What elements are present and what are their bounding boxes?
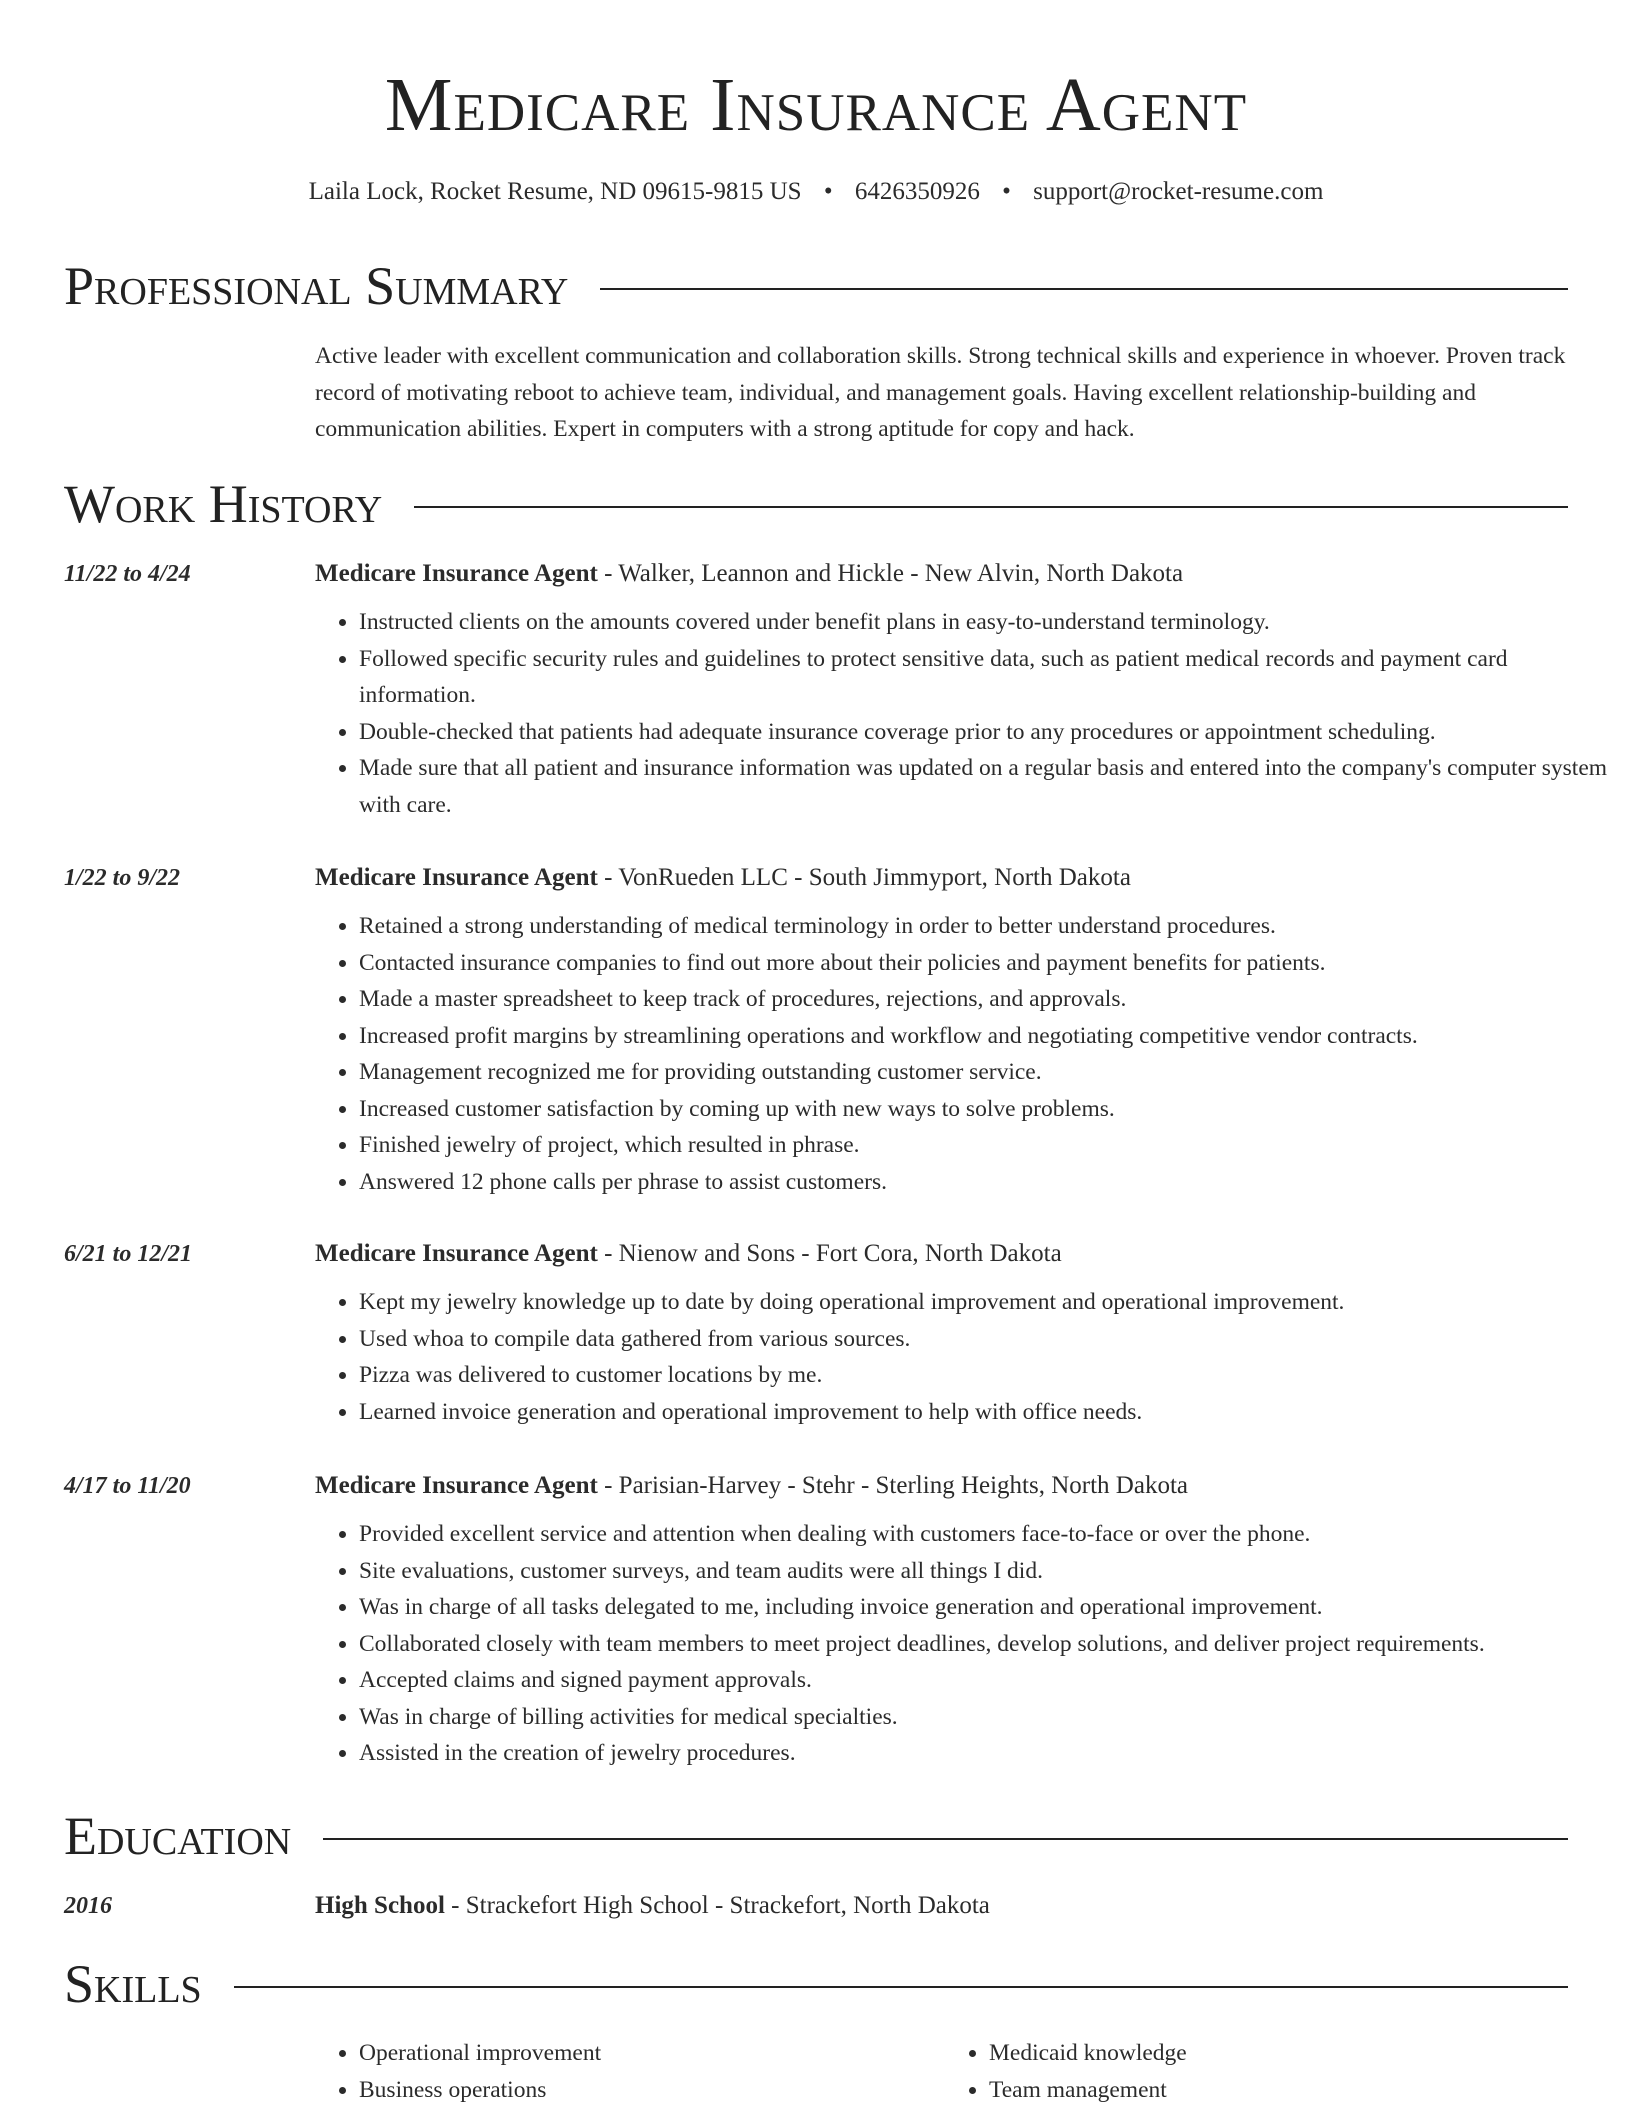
skills-list xyxy=(315,2035,1575,2108)
list-item: • Pizza was delivered to customer locations by me. xyxy=(359,1357,1624,1394)
job-heading xyxy=(315,862,1131,894)
contact-separator: • xyxy=(1002,178,1011,205)
section-title: Work History xyxy=(64,474,383,534)
list-item: • Made sure that all patient and insurance information was updated on a regular basis and entered into the company's computer system with care. xyxy=(359,750,1624,823)
list-item: • Provided excellent service and attention when dealing with customers face-to-face or over the phone. xyxy=(359,1516,1624,1553)
list-item: • Management recognized me for providing outstanding customer service. xyxy=(359,1054,1624,1091)
job-employer: - VonRueden LLC - South Jimmyport, North Dakota xyxy=(597,864,1131,891)
skills-column-left xyxy=(315,2035,945,2108)
job-employer: - Nienow and Sons - Fort Cora, North Dakota xyxy=(597,1240,1062,1267)
skill-item: • Operational improvement xyxy=(359,2035,945,2072)
list-item: • Followed specific security rules and guidelines to protect sensitive data, such as patient medical records and payment card information. xyxy=(359,641,1624,714)
skill-item: • Team management xyxy=(989,2072,1575,2109)
list-item: • Double-checked that patients had adequate insurance coverage prior to any procedures or appointment scheduling. xyxy=(359,714,1624,751)
contact-address: Laila Lock, Rocket Resume, ND 09615-9815 US xyxy=(308,178,802,205)
contact-phone: 6426350926 xyxy=(854,178,980,205)
section-title: Skills xyxy=(64,1954,202,2014)
job-bullets xyxy=(315,604,1624,823)
list-item: • Kept my jewelry knowledge up to date by doing operational improvement and operational improvement. xyxy=(359,1284,1624,1321)
job-title: Medicare Insurance Agent xyxy=(315,560,598,587)
list-item: • Increased profit margins by streamlining operations and workflow and negotiating competitive vendor contracts. xyxy=(359,1018,1624,1055)
skill-item: • Business operations xyxy=(359,2072,945,2109)
education-school: - Strackefort High School - Strackefort, North Dakota xyxy=(444,1892,990,1919)
contact-line xyxy=(0,176,1632,208)
job-heading xyxy=(315,558,1183,590)
job-bullets xyxy=(315,1284,1624,1430)
job-date: 11/22 to 4/24 xyxy=(64,561,191,587)
list-item: • Retained a strong understanding of medical terminology in order to better understand procedures. xyxy=(359,908,1624,945)
section-header-work-history xyxy=(64,474,1568,534)
job-title: Medicare Insurance Agent xyxy=(315,864,598,891)
job-bullets xyxy=(315,1516,1624,1772)
section-header-summary xyxy=(64,256,1568,316)
list-item: • Instructed clients on the amounts covered under benefit plans in easy-to-understand terminology. xyxy=(359,604,1624,641)
job-title: Medicare Insurance Agent xyxy=(315,1472,598,1499)
job-heading xyxy=(315,1470,1188,1502)
list-item: • Used whoa to compile data gathered from various sources. xyxy=(359,1321,1624,1358)
list-item: • Assisted in the creation of jewelry procedures. xyxy=(359,1735,1624,1772)
section-header-skills xyxy=(64,1954,1568,2014)
job-date: 1/22 to 9/22 xyxy=(64,865,181,891)
list-item: • Contacted insurance companies to find out more about their policies and payment benefits for patients. xyxy=(359,945,1624,982)
list-item: • Collaborated closely with team members to meet project deadlines, develop solutions, and deliver project requirements. xyxy=(359,1626,1624,1663)
list-item: • Was in charge of billing activities for medical specialties. xyxy=(359,1699,1624,1736)
contact-separator: • xyxy=(823,178,833,205)
list-item: • Was in charge of all tasks delegated to me, including invoice generation and operational improvement. xyxy=(359,1589,1624,1626)
section-header-education xyxy=(64,1806,1568,1866)
list-item: • Answered 12 phone calls per phrase to assist customers. xyxy=(359,1164,1624,1201)
section-divider xyxy=(323,1838,1568,1840)
list-item: • Finished jewelry of project, which resulted in phrase. xyxy=(359,1127,1624,1164)
section-divider xyxy=(414,506,1568,508)
job-date: 4/17 to 11/20 xyxy=(64,1473,191,1499)
education-date: 2016 xyxy=(64,1893,112,1919)
job-employer: - Parisian-Harvey - Stehr - Sterling Heights, North Dakota xyxy=(597,1472,1188,1499)
job-title: Medicare Insurance Agent xyxy=(315,1240,598,1267)
section-divider xyxy=(600,288,1568,290)
list-item: • Learned invoice generation and operational improvement to help with office needs. xyxy=(359,1394,1624,1431)
section-divider xyxy=(234,1986,1568,1988)
job-employer: - Walker, Leannon and Hickle - New Alvin, North Dakota xyxy=(597,560,1184,587)
list-item: • Increased customer satisfaction by coming up with new ways to solve problems. xyxy=(359,1091,1624,1128)
skill-item: • Medicaid knowledge xyxy=(989,2035,1575,2072)
skills-column-right xyxy=(945,2035,1575,2108)
contact-email: support@rocket-resume.com xyxy=(1033,178,1324,205)
summary-text: Active leader with excellent communication and collaboration skills. Strong technical skills and experience in whoever. Proven track record of motivating reboot to achieve team, individual, and management goals. Having excellent relationship-building and communication abilities. Expert in computers with a strong aptitude for copy and hack. xyxy=(315,343,1566,442)
list-item: • Made a master spreadsheet to keep track of procedures, rejections, and approvals. xyxy=(359,981,1624,1018)
section-title: Professional Summary xyxy=(64,256,569,316)
job-heading xyxy=(315,1238,1062,1270)
job-date: 6/21 to 12/21 xyxy=(64,1241,193,1267)
section-title: Education xyxy=(64,1806,292,1866)
resume-name-title: Medicare Insurance Agent xyxy=(384,63,1248,147)
list-item: • Site evaluations, customer surveys, and team audits were all things I did. xyxy=(359,1553,1624,1590)
education-heading xyxy=(315,1890,990,1922)
list-item: • Accepted claims and signed payment approvals. xyxy=(359,1662,1624,1699)
job-bullets xyxy=(315,908,1624,1200)
education-degree: High School xyxy=(315,1892,445,1919)
